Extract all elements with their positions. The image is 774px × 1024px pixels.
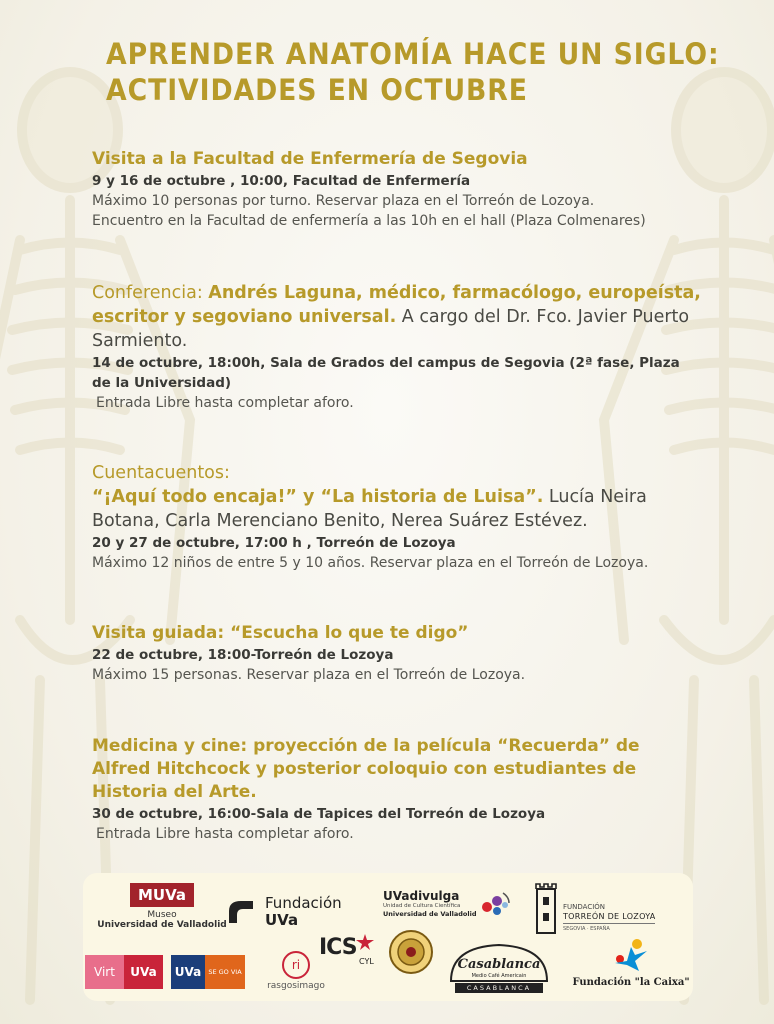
logo-uvadivulga-name: UVadivulga <box>383 889 460 903</box>
poster-title-line-2: ACTIVIDADES EN OCTUBRE <box>106 73 528 107</box>
event-date: 9 y 16 de octubre , 10:00, Facultad de Enfermería <box>92 173 471 189</box>
logo-muva <box>97 883 227 930</box>
poster-title <box>106 36 720 108</box>
event-info: Máximo 12 niños de entre 5 y 10 años. Reservar plaza en el Torreón de Lozoya. <box>92 555 649 571</box>
logo-muva-mark: MUVa <box>130 883 194 907</box>
logo-fundacion-uva-line2: UVa <box>265 911 299 929</box>
event-type-label: Conferencia: <box>92 283 209 303</box>
event-title: Visita guiada: “Escucha lo que te digo” <box>92 623 469 643</box>
logo-uvadivulga-sub1: Unidad de Cultura Científica <box>383 903 461 909</box>
event-info: Máximo 15 personas. Reservar plaza en el Torreón de Lozoya. <box>92 667 526 683</box>
logo-torreon-line2: TORREÓN DE LOZOYA <box>563 912 656 921</box>
logo-casablanca <box>445 941 553 997</box>
event-info: Encuentro en la Facultad de enfermería a las 10h en el hall (Plaza Colmenares) <box>92 213 646 229</box>
fundacion-uva-symbol-icon <box>225 897 257 927</box>
event-title: Visita a la Facultad de Enfermería de Segovia <box>92 149 528 169</box>
logo-ics-sub: CYL <box>359 957 374 966</box>
logo-fundacion-uva-line1: Fundación <box>265 894 342 912</box>
event-cinema <box>92 735 702 844</box>
logo-uva-segovia-right: SE GO VIA <box>205 955 245 989</box>
event-storytelling <box>92 461 707 573</box>
poster-title-line-1: APRENDER ANATOMÍA HACE UN SIGLO: <box>106 37 720 71</box>
event-info: Máximo 10 personas por turno. Reservar plaza en el Torreón de Lozoya. <box>92 193 595 209</box>
event-title-text: Andrés Laguna, médico, farmacólogo, europeísta, escritor y segoviano universal. <box>92 283 701 327</box>
event-date: 22 de octubre, 18:00-Torreón de Lozoya <box>92 647 394 663</box>
logo-la-caixa <box>571 937 691 995</box>
event-guided-tour <box>92 622 732 685</box>
event-title: Medicina y cine: proyección de la película “Recuerda” de Alfred Hitchcock y posterior coloquio con estudiantes de Historia del Arte. <box>92 736 640 802</box>
event-facultad-visit <box>92 148 732 231</box>
logo-la-caixa-name: Fundación "la Caixa" <box>572 977 690 988</box>
logo-rasgosimago-name: rasgosimago <box>267 981 325 991</box>
sponsor-logos-band <box>83 873 693 1001</box>
logo-virtuva-left: Virt <box>85 955 124 989</box>
logo-torreon-line1: FUNDACIÓN <box>563 903 606 911</box>
event-info: Entrada Libre hasta completar aforo. <box>96 395 354 411</box>
logo-rasgosimago-mark: ri <box>282 951 310 979</box>
event-info: Entrada Libre hasta completar aforo. <box>96 826 354 842</box>
la-caixa-star-icon <box>609 937 653 973</box>
event-date: 30 de octubre, 16:00-Sala de Tapices del Torreón de Lozoya <box>92 806 546 822</box>
event-speaker: A cargo del Dr. Fco. Javier Puerto Sarmiento. <box>92 307 690 351</box>
logo-torreon-line3: SEGOVIA · ESPAÑA <box>563 926 610 932</box>
event-title <box>92 281 702 353</box>
torreon-tower-icon <box>533 881 559 935</box>
event-title <box>92 485 707 533</box>
logo-muva-line1: Museo <box>147 910 177 920</box>
event-date: 14 de octubre, 18:00h, Sala de Grados del campus de Segovia (2ª fase, Plaza de la Universidad) <box>92 355 680 391</box>
event-conference <box>92 281 702 413</box>
logo-fundacion-uva <box>225 895 365 931</box>
logo-uva-segovia-left: UVa <box>171 955 205 989</box>
event-title-text: “¡Aquí todo encaja!” y “La historia de Luisa”. <box>92 487 544 507</box>
uvadivulga-molecule-icon <box>477 889 511 919</box>
logo-torreon-lozoya <box>533 881 683 941</box>
seal-emblem-icon <box>388 929 434 975</box>
logo-uvadivulga <box>383 889 513 929</box>
ics-star-icon <box>355 933 375 951</box>
event-type-label: Cuentacuentos: <box>92 463 230 483</box>
logo-muva-line2: Universidad de Valladolid <box>97 920 227 930</box>
logo-virtuva <box>85 955 163 989</box>
event-date: 20 y 27 de octubre, 17:00 h , Torreón de Lozoya <box>92 535 456 551</box>
logo-casablanca-sub: Medio Café Americain <box>471 973 527 979</box>
logo-casablanca-name: Casablanca <box>457 957 541 972</box>
event-speaker: Lucía Neira Botana, Carla Merenciano Benito, Nerea Suárez Estévez. <box>92 487 647 531</box>
logo-casablanca-band: CASABLANCA <box>466 984 532 992</box>
logo-ics-mark: ICS <box>319 935 357 960</box>
logo-uvadivulga-sub2: Universidad de Valladolid <box>383 910 477 918</box>
logo-virtuva-right: UVa <box>124 955 163 989</box>
logo-ics-cyl <box>319 933 381 973</box>
logo-uva-segovia <box>171 955 245 989</box>
